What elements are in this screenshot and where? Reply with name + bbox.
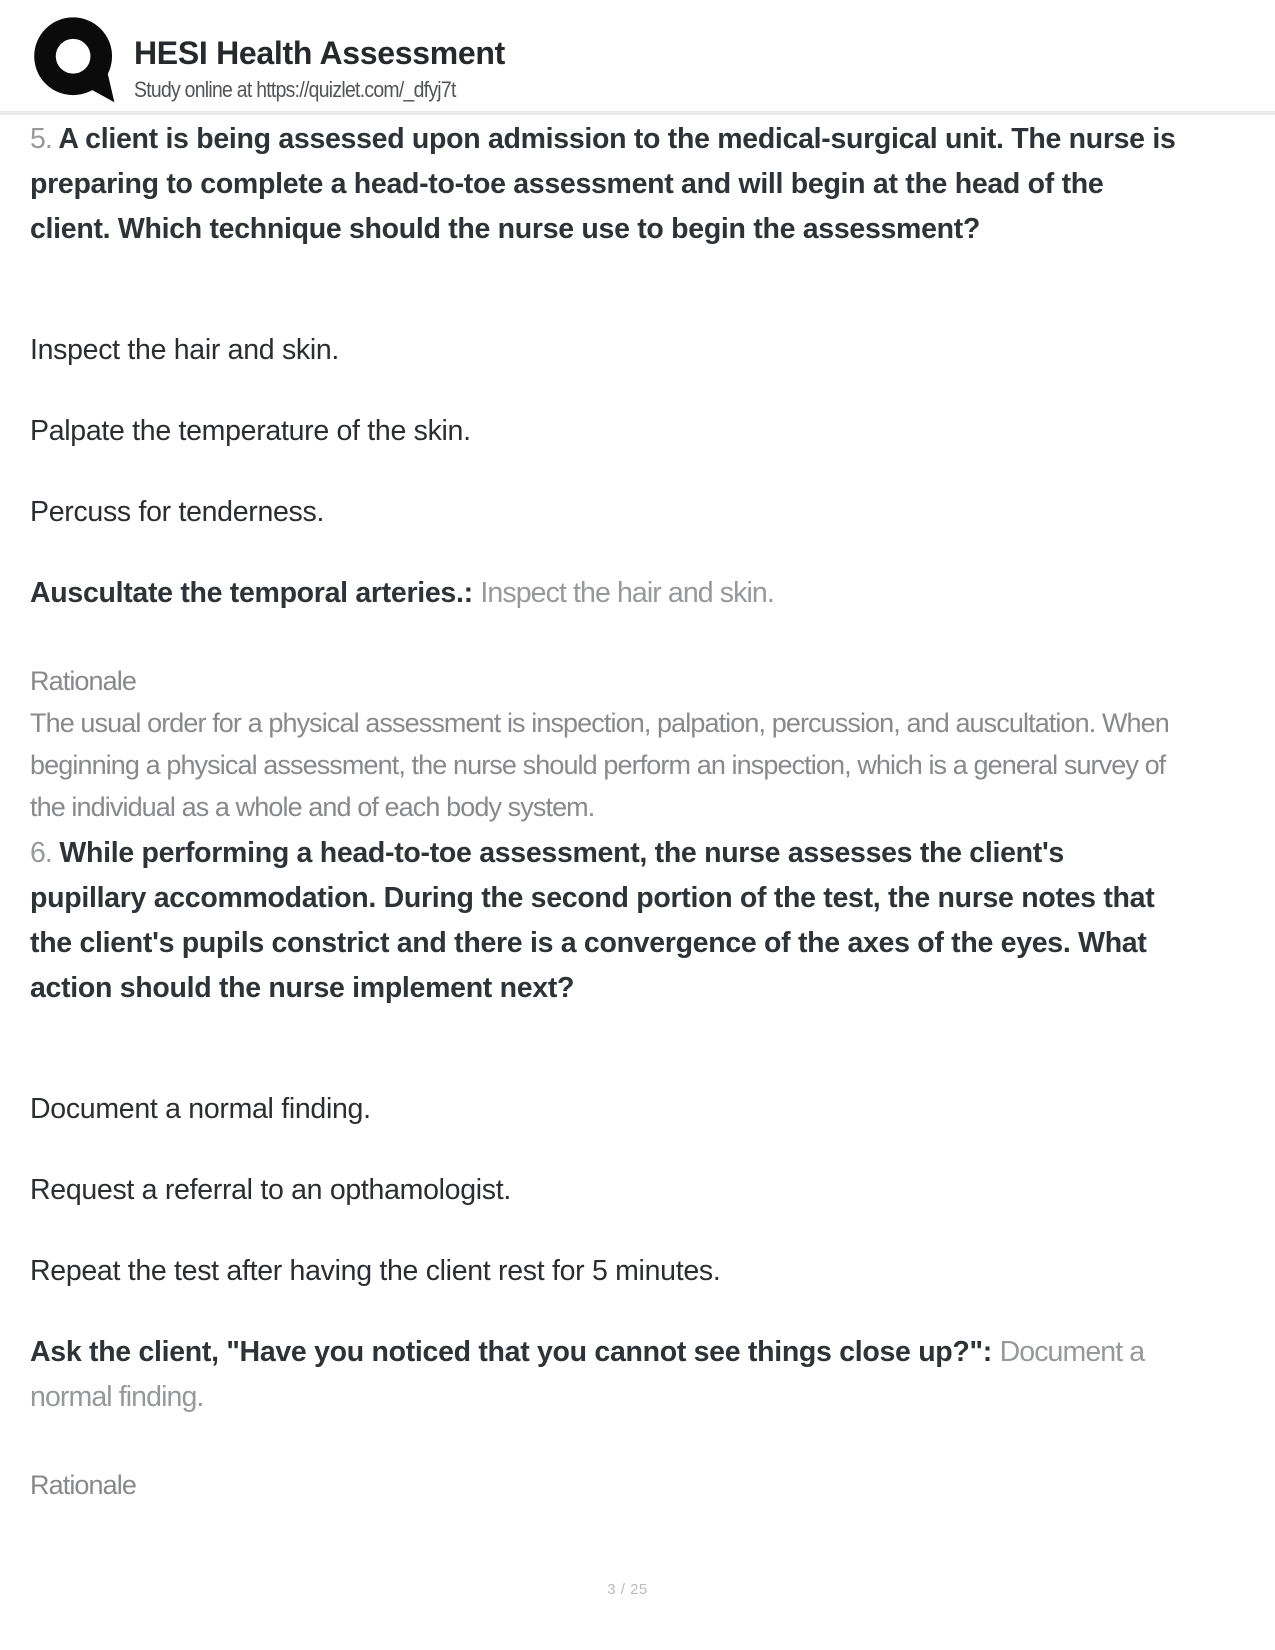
quizlet-q-logo-icon [30,15,120,105]
question-6-choice-1: Document a normal finding. [30,1093,371,1125]
page-number: 3 / 25 [607,1581,648,1598]
question-6-number: 6. [30,837,52,869]
header-divider [0,111,1275,115]
question-5 [30,117,1185,252]
rationale-label: Rationale [30,1470,136,1500]
question-5-text: A client is being assessed upon admission to the medical-surgical unit. The nurse is preparing to complete a head-to-toe assessment and will begin at the head of the client. Which technique should the nurse use to begin the assessment? [30,123,1176,245]
question-6-choice-2: Request a referral to an opthamologist. [30,1174,511,1206]
question-5-choice-4-with-answer [30,571,1185,616]
set-title: HESI Health Assessment [134,35,506,71]
question-5-number: 5. [30,123,52,155]
rationale-text: The usual order for a physical assessment is inspection, palpation, percussion, and auscultation. When beginning a physical assessment, the nurse should perform an inspection, which is a general survey of the individual as a whole and of each body system. [30,708,1169,822]
question-5-choice-2: Palpate the temperature of the skin. [30,415,471,447]
question-6 [30,831,1185,1011]
question-5-rationale [30,660,1185,828]
question-5-choice-3: Percuss for tenderness. [30,496,325,528]
question-5-answer: Inspect the hair and skin. [480,577,774,609]
question-6-text: While performing a head-to-toe assessment, the nurse assesses the client's pupillary accommodation. During the second portion of the test, the nurse notes that the client's pupils constrict and there is a convergence of the axes of the eyes. What action should the nurse implement next? [30,837,1155,1004]
content [0,112,1275,1506]
question-5-choice-4: Auscultate the temporal arteries.: [30,577,473,609]
study-online-link[interactable]: Study online at https://quizlet.com/_dfyj7t [134,77,456,102]
question-6-rationale [30,1464,1185,1506]
header-text [134,15,505,103]
question-5-choice-1: Inspect the hair and skin. [30,334,340,366]
header [0,0,1275,112]
question-6-choice-4: Ask the client, "Have you noticed that you cannot see things close up?": [30,1336,992,1368]
question-6-choice-4-with-answer [30,1330,1185,1420]
question-6-choice-3: Repeat the test after having the client rest for 5 minutes. [30,1255,721,1287]
rationale-label: Rationale [30,666,136,696]
question-6-answer: Document a normal finding. [30,1336,1145,1413]
